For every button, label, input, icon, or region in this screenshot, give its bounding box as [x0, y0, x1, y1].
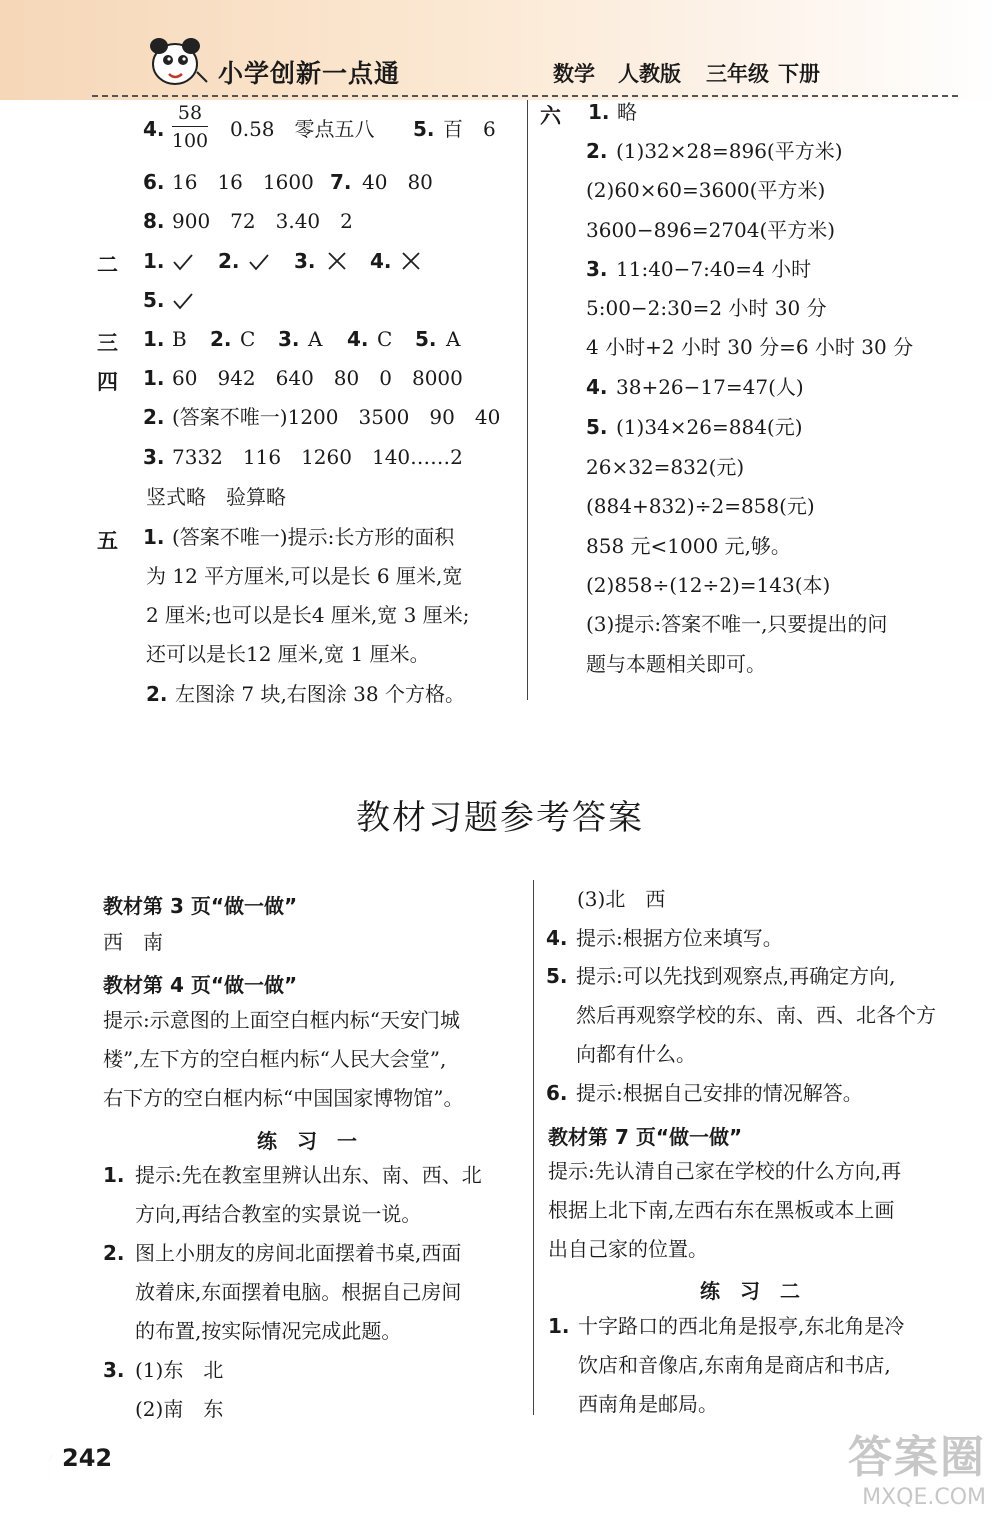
section-3-label: 三	[97, 331, 118, 355]
fraction-numerator: 58	[177, 102, 203, 124]
s4-answer-2: (答案不唯一)1200 3500 90 40	[172, 405, 501, 429]
s6-item-2: 2.	[586, 139, 608, 163]
s6-answer-3-line-3: 4 小时+2 小时 30 分=6 小时 30 分	[586, 335, 914, 359]
answer-8-text: 900 72 3.40 2	[172, 209, 353, 233]
ex1-item-3-line-2: (2)南 东	[135, 1397, 224, 1421]
s5-answer-1-line-2: 为 12 平方厘米,可以是长 6 厘米,宽	[146, 564, 463, 588]
watermark-text: 答案圈	[848, 1432, 986, 1483]
s6-answer-4: 38+26−17=47(人)	[616, 375, 804, 399]
page-7-line-3: 出自己家的位置。	[548, 1237, 708, 1261]
s3-answer-1: B	[172, 327, 187, 351]
s6-item-5: 5.	[586, 415, 608, 439]
page-7-line-1: 提示:先认清自己家在学校的什么方向,再	[548, 1159, 902, 1183]
answer-4-number: 4.	[143, 117, 165, 141]
ex1-item-1-number: 1.	[103, 1163, 125, 1187]
s6-answer-3-line-2: 5:00−2:30=2 小时 30 分	[586, 296, 827, 320]
s6-answer-5-line-4: 858 元<1000 元,够。	[586, 534, 791, 558]
header-version: 人教版	[618, 62, 681, 86]
heading-page-3: 教材第 3 页“做一做”	[103, 894, 298, 918]
ex2-item-1-line-2: 饮店和音像店,东南角是商店和书店,	[578, 1353, 891, 1377]
answer-7-number: 7.	[330, 170, 352, 194]
s5-answer-2: 左图涂 7 块,右图涂 38 个方格。	[175, 682, 465, 706]
s2-item-3: 3.	[294, 249, 316, 273]
ex1-item-2-line-3: 的布置,按实际情况完成此题。	[135, 1319, 402, 1343]
ex1-item-4-number: 4.	[546, 926, 568, 950]
mascot-logo-icon	[145, 30, 211, 90]
s3-answer-2: C	[240, 327, 256, 351]
cross-mark-icon	[400, 250, 422, 272]
s6-answer-2-line-3: 3600−896=2704(平方米)	[586, 218, 836, 242]
page-3-answer: 西 南	[103, 930, 163, 954]
watermark	[848, 1421, 986, 1510]
watermark-url: MXQE.COM	[862, 1485, 986, 1510]
fraction-bar	[172, 126, 208, 127]
ex1-item-1-line-1: 提示:先在教室里辨认出东、南、西、北	[135, 1163, 482, 1187]
ex1-item-2-line-1: 图上小朋友的房间北面摆着书桌,西面	[135, 1241, 462, 1265]
s4-item-2: 2.	[143, 405, 165, 429]
s2-item-4: 4.	[370, 249, 392, 273]
exercise-2-heading: 练 习 二	[700, 1279, 800, 1303]
header-grade: 三年级	[706, 62, 769, 86]
s3-item-2: 2.	[210, 327, 232, 351]
ex1-item-6-text: 提示:根据自己安排的情况解答。	[576, 1081, 863, 1105]
s3-answer-5: A	[446, 327, 461, 351]
section-6-label: 六	[540, 104, 561, 128]
ex2-item-1-number: 1.	[548, 1314, 570, 1338]
page-7-line-2: 根据上北下南,左西右东在黑板或本上画	[548, 1198, 895, 1222]
heading-page-4: 教材第 4 页“做一做”	[103, 973, 298, 997]
page-4-line-3: 右下方的空白框内标“中国国家博物馆”。	[103, 1086, 464, 1110]
section-2-label: 二	[97, 253, 118, 277]
answer-8-number: 8.	[143, 209, 165, 233]
s3-item-4: 4.	[347, 327, 369, 351]
ex1-item-5-number: 5.	[546, 964, 568, 988]
ex2-item-1-line-3: 西南角是邮局。	[578, 1392, 718, 1416]
s6-answer-5-line-5: (2)858÷(12÷2)=143(本)	[586, 573, 831, 597]
ex1-item-5-line-1: 提示:可以先找到观察点,再确定方向,	[576, 964, 896, 988]
check-mark-icon	[172, 291, 194, 311]
s2-item-2: 2.	[218, 249, 240, 273]
header-volume: 下册	[778, 62, 820, 86]
answer-7-text: 40 80	[362, 170, 433, 194]
series-title: 小学创新一点通	[218, 59, 401, 88]
check-mark-icon	[248, 252, 270, 272]
s6-answer-2-line-1: (1)32×28=896(平方米)	[616, 139, 843, 163]
check-mark-icon	[172, 252, 194, 272]
page-4-line-2: 楼”,左下方的空白框内标“人民大会堂”,	[103, 1047, 447, 1071]
answer-5-text: 百 6	[443, 117, 496, 141]
s6-answer-5-line-2: 26×32=832(元)	[586, 455, 745, 479]
answer-5-number: 5.	[413, 117, 435, 141]
cross-mark-icon	[326, 250, 348, 272]
heading-page-7: 教材第 7 页“做一做”	[548, 1125, 743, 1149]
s3-item-1: 1.	[143, 327, 165, 351]
ex1-item-4-text: 提示:根据方位来填写。	[576, 926, 783, 950]
exercise-1-heading: 练 习 一	[257, 1129, 357, 1153]
s6-item-4: 4.	[586, 375, 608, 399]
page-number: 242	[62, 1444, 113, 1472]
s6-answer-5-line-6: (3)提示:答案不唯一,只要提出的问	[586, 612, 888, 636]
s2-item-5: 5.	[143, 288, 165, 312]
ex1-item-5-line-2: 然后再观察学校的东、南、西、北各个方	[576, 1003, 936, 1027]
page-4-line-1: 提示:示意图的上面空白框内标“天安门城	[103, 1008, 460, 1032]
s4-note: 竖式略 验算略	[146, 485, 286, 509]
s5-answer-1-line-3: 2 厘米;也可以是长4 厘米,宽 3 厘米;	[146, 603, 470, 627]
s3-item-5: 5.	[415, 327, 437, 351]
ex1-item-3-line-1: (1)东 北	[135, 1358, 224, 1382]
ex1-item-2-line-2: 放着床,东面摆着电脑。根据自己房间	[135, 1280, 462, 1304]
s4-answer-3: 7332 116 1260 140……2	[172, 445, 463, 469]
ex1-item-1-line-2: 方向,再结合教室的实景说一说。	[135, 1202, 422, 1226]
header-divider	[92, 95, 958, 97]
ex1-item-5-line-3: 向都有什么。	[576, 1042, 696, 1066]
column-divider-bottom	[533, 880, 534, 1415]
s5-item-1: 1.	[143, 525, 165, 549]
answer-6-number: 6.	[143, 170, 165, 194]
column-divider-top	[527, 100, 528, 700]
answer-4-text: 0.58 零点五八	[230, 117, 375, 141]
section-4-label: 四	[97, 370, 118, 394]
s3-item-3: 3.	[278, 327, 300, 351]
s6-answer-5-line-7: 题与本题相关即可。	[586, 652, 766, 676]
section-5-label: 五	[97, 529, 118, 553]
s5-item-2: 2.	[146, 682, 168, 706]
section-title: 教材习题参考答案	[356, 798, 644, 838]
s6-item-1: 1.	[588, 100, 610, 124]
ex1-item-3-line-3: (3)北 西	[577, 887, 666, 911]
s2-item-1: 1.	[143, 249, 165, 273]
s5-answer-1-line-4: 还可以是长12 厘米,宽 1 厘米。	[146, 642, 430, 666]
answer-6-text: 16 16 1600	[172, 170, 314, 194]
s6-answer-3-line-1: 11:40−7:40=4 小时	[616, 257, 812, 281]
ex2-item-1-line-1: 十字路口的西北角是报亭,东北角是冷	[578, 1314, 905, 1338]
s4-answer-1: 60 942 640 80 0 8000	[172, 366, 463, 390]
ex1-item-2-number: 2.	[103, 1241, 125, 1265]
s6-answer-5-line-3: (884+832)÷2=858(元)	[586, 494, 815, 518]
s3-answer-4: C	[377, 327, 393, 351]
ex1-item-3-number: 3.	[103, 1358, 125, 1382]
s6-item-3: 3.	[586, 257, 608, 281]
s5-answer-1-line-1: (答案不唯一)提示:长方形的面积	[172, 525, 455, 549]
s4-item-1: 1.	[143, 366, 165, 390]
s6-answer-2-line-2: (2)60×60=3600(平方米)	[586, 178, 826, 202]
s6-answer-1: 略	[617, 100, 637, 124]
header-subject: 数学	[553, 62, 595, 86]
ex1-item-6-number: 6.	[546, 1081, 568, 1105]
s4-item-3: 3.	[143, 445, 165, 469]
s6-answer-5-line-1: (1)34×26=884(元)	[616, 415, 803, 439]
fraction-denominator: 100	[171, 130, 209, 152]
s3-answer-3: A	[308, 327, 323, 351]
